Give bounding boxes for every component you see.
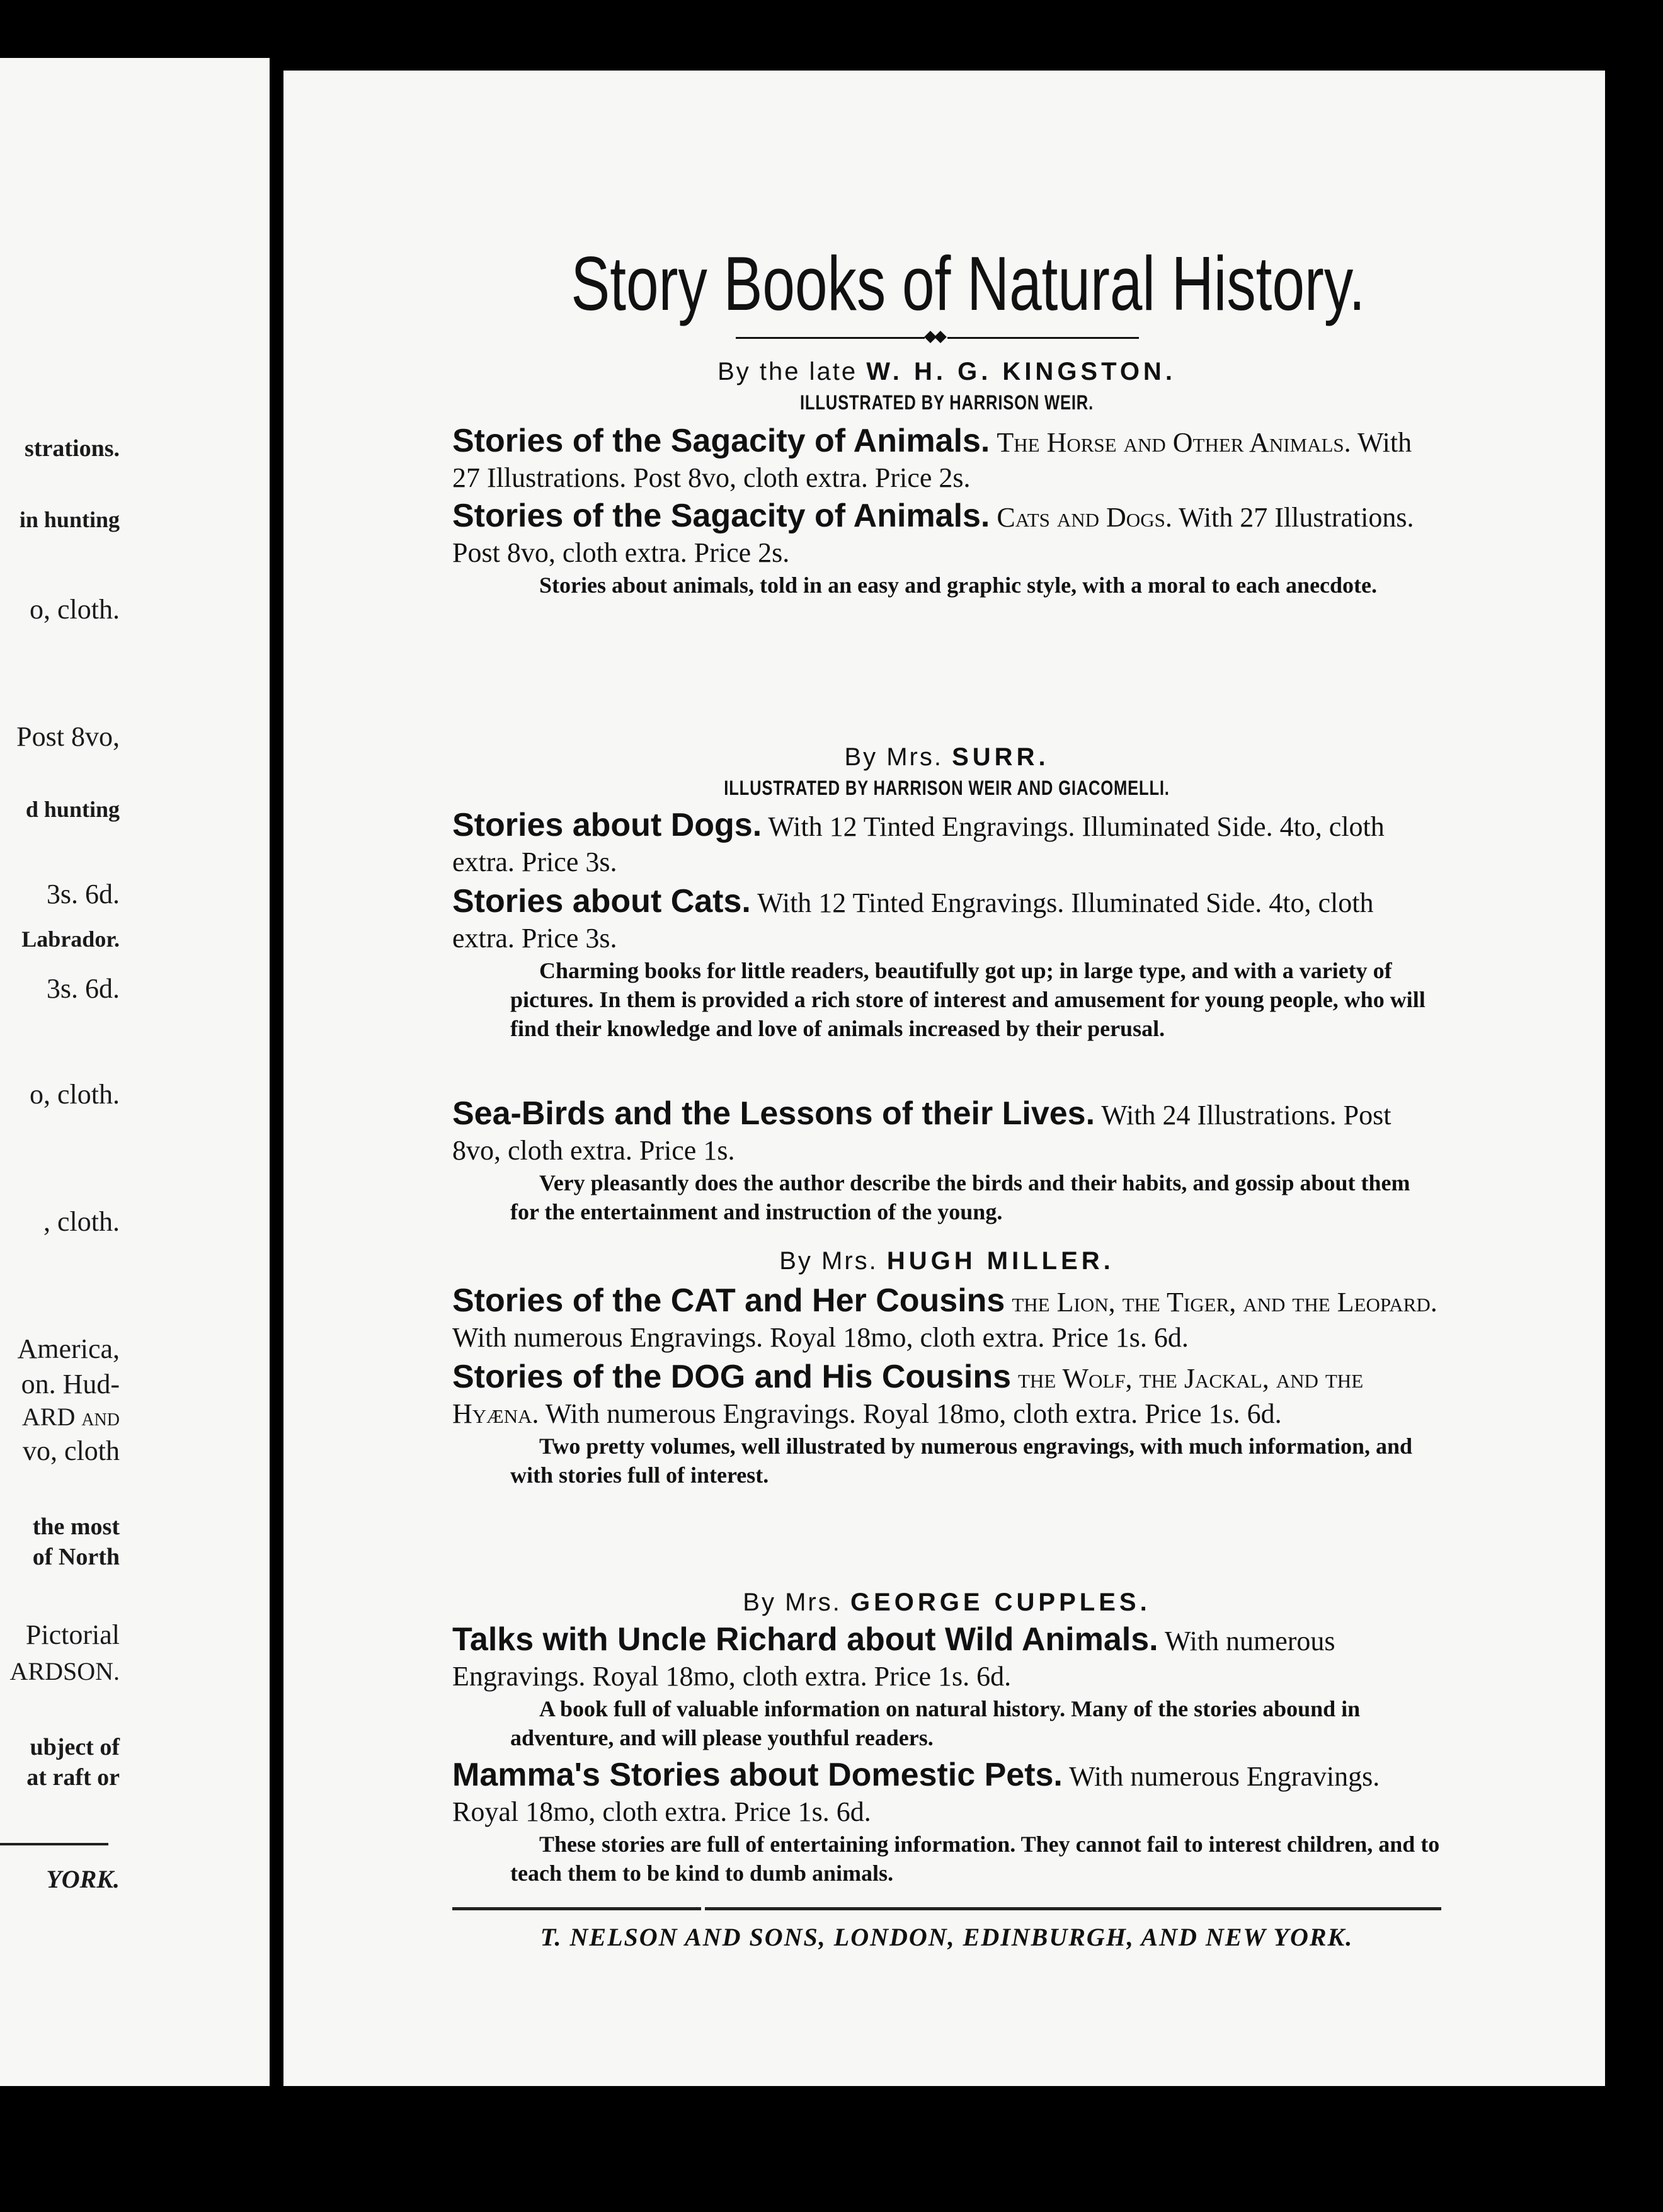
book-entry bbox=[452, 498, 1441, 571]
book-description: Two pretty volumes, well illustrated by numerous engravings, with much information, and with stories full of interest. bbox=[510, 1434, 1413, 1488]
left-line: of North bbox=[32, 1544, 120, 1570]
left-line: 3s. 6d. bbox=[46, 879, 120, 909]
left-footer-rule bbox=[0, 1843, 108, 1845]
book-title: Talks with Uncle Richard about Wild Animals. bbox=[452, 1621, 1158, 1658]
left-line: in hunting bbox=[19, 507, 120, 532]
book-details: With numerous Engravings. Royal 18mo, cloth extra. Price 1s. 6d. bbox=[545, 1398, 1282, 1429]
left-line: ARDSON. bbox=[9, 1657, 120, 1685]
book-subtitle: the Lion, the Tiger, and the Leopard. bbox=[1012, 1287, 1437, 1318]
book-details: With numerous Engravings. Royal 18mo, cloth extra. Price 1s. 6d. bbox=[452, 1761, 1380, 1827]
left-line: at raft or bbox=[26, 1764, 120, 1791]
book-details: With 27 Illustrations. Post 8vo, cloth extra. Price 2s. bbox=[452, 427, 1412, 493]
section-sea-birds bbox=[452, 1096, 1441, 1226]
adjacent-page-fragment bbox=[0, 58, 270, 2086]
left-line: d hunting bbox=[25, 797, 120, 822]
book-description: Stories about animals, told in an easy and graphic style, with a moral to each anecdote. bbox=[539, 573, 1378, 598]
book-details: With numerous Engravings. Royal 18mo, cloth extra. Price 1s. 6d. bbox=[452, 1322, 1189, 1353]
book-details: With 12 Tinted Engravings. Illuminated Side. 4to, cloth extra. Price 3s. bbox=[452, 811, 1385, 877]
title-ornament-rule bbox=[736, 331, 1139, 344]
book-title: Stories about Cats. bbox=[452, 883, 751, 920]
book-entry bbox=[452, 1283, 1441, 1355]
left-line: vo, cloth bbox=[23, 1435, 120, 1466]
section-domestic-pets bbox=[452, 1757, 1441, 1888]
book-entry bbox=[452, 1622, 1441, 1694]
book-entry bbox=[452, 1359, 1441, 1432]
book-title: Stories of the DOG and His Cousins bbox=[452, 1359, 1011, 1395]
left-line: 3s. 6d. bbox=[46, 973, 120, 1004]
book-description: These stories are full of entertaining information. They cannot fail to interest children, and to teach them to be kind to dumb animals. bbox=[510, 1832, 1440, 1886]
page-title: Story Books of Natural History. bbox=[571, 241, 1366, 326]
book-title: Stories of the Sagacity of Animals. bbox=[452, 423, 990, 459]
left-line: o, cloth. bbox=[30, 594, 120, 625]
illustrator-line: ILLUSTRATED BY HARRISON WEIR. bbox=[800, 391, 1094, 414]
book-title: Mamma's Stories about Domestic Pets. bbox=[452, 1757, 1063, 1793]
publisher-imprint: T. NELSON AND SONS, LONDON, EDINBURGH, AND NEW YORK. bbox=[540, 1923, 1354, 1951]
book-title: Stories of the CAT and Her Cousins bbox=[452, 1282, 1005, 1319]
author-line: By the late W. H. G. KINGSTON. bbox=[717, 358, 1176, 385]
left-line: o, cloth. bbox=[30, 1079, 120, 1110]
book-title: Stories about Dogs. bbox=[452, 807, 762, 843]
left-line: America, bbox=[17, 1333, 120, 1364]
book-details: With 24 Illustrations. Post 8vo, cloth extra. Price 1s. bbox=[452, 1100, 1392, 1166]
book-description: A book full of valuable information on natural history. Many of the stories abound in adventure, and will please youthful readers. bbox=[510, 1696, 1361, 1750]
book-details: With numerous Engravings. Royal 18mo, cloth extra. Price 1s. 6d. bbox=[452, 1626, 1335, 1692]
book-entry bbox=[452, 807, 1441, 880]
left-line: , cloth. bbox=[43, 1206, 120, 1237]
book-details: With 12 Tinted Engravings. Illuminated Side. 4to, cloth extra. Price 3s. bbox=[452, 887, 1374, 954]
book-entry bbox=[452, 1757, 1441, 1830]
book-title: Sea-Birds and the Lessons of their Lives. bbox=[452, 1095, 1095, 1132]
book-description: Charming books for little readers, beautifully got up; in large type, and with a variety of pictures. In them is provided a rich store of interest and amusement for young people, who will find their knowledge and love of animals increased by their perusal. bbox=[510, 958, 1426, 1041]
left-line: Post 8vo, bbox=[16, 721, 120, 752]
left-line: strations. bbox=[25, 435, 120, 462]
section-kingston bbox=[452, 358, 1441, 600]
book-description: Very pleasantly does the author describe the birds and their habits, and gossip about them for the entertainment and instruction of the young. bbox=[510, 1170, 1410, 1224]
left-line: ubject of bbox=[30, 1734, 120, 1760]
author-line: By Mrs. GEORGE CUPPLES. bbox=[743, 1588, 1151, 1616]
book-details: With 27 Illustrations. Post 8vo, cloth extra. Price 2s. bbox=[452, 502, 1414, 568]
left-line: the most bbox=[32, 1514, 120, 1540]
book-entry bbox=[452, 423, 1441, 496]
left-line: Pictorial bbox=[25, 1619, 120, 1650]
book-entry bbox=[452, 884, 1441, 956]
section-cupples bbox=[452, 1588, 1441, 1752]
section-surr bbox=[452, 743, 1441, 1043]
book-title: Stories of the Sagacity of Animals. bbox=[452, 498, 990, 534]
author-line: By Mrs. HUGH MILLER. bbox=[779, 1247, 1114, 1275]
footer-rule bbox=[452, 1907, 1441, 1910]
author-line: By Mrs. SURR. bbox=[844, 743, 1049, 771]
catalogue-page bbox=[283, 71, 1605, 2086]
book-entry bbox=[452, 1096, 1441, 1168]
book-subtitle: Cats and Dogs. bbox=[997, 502, 1172, 533]
left-imprint-fragment: YORK. bbox=[46, 1865, 120, 1893]
left-line: on. Hud- bbox=[21, 1369, 120, 1400]
book-subtitle: The Horse and Other Animals. bbox=[997, 427, 1351, 458]
illustrator-line: ILLUSTRATED BY HARRISON WEIR AND GIACOMELLI. bbox=[724, 777, 1170, 799]
left-title-fragment bbox=[217, 259, 270, 339]
left-line: Labrador. bbox=[21, 926, 120, 952]
left-line: ARD and bbox=[21, 1403, 120, 1431]
section-hugh-miller bbox=[452, 1247, 1441, 1490]
book-subtitle: the Wolf, the Jackal, and the Hyæna. bbox=[452, 1363, 1364, 1429]
